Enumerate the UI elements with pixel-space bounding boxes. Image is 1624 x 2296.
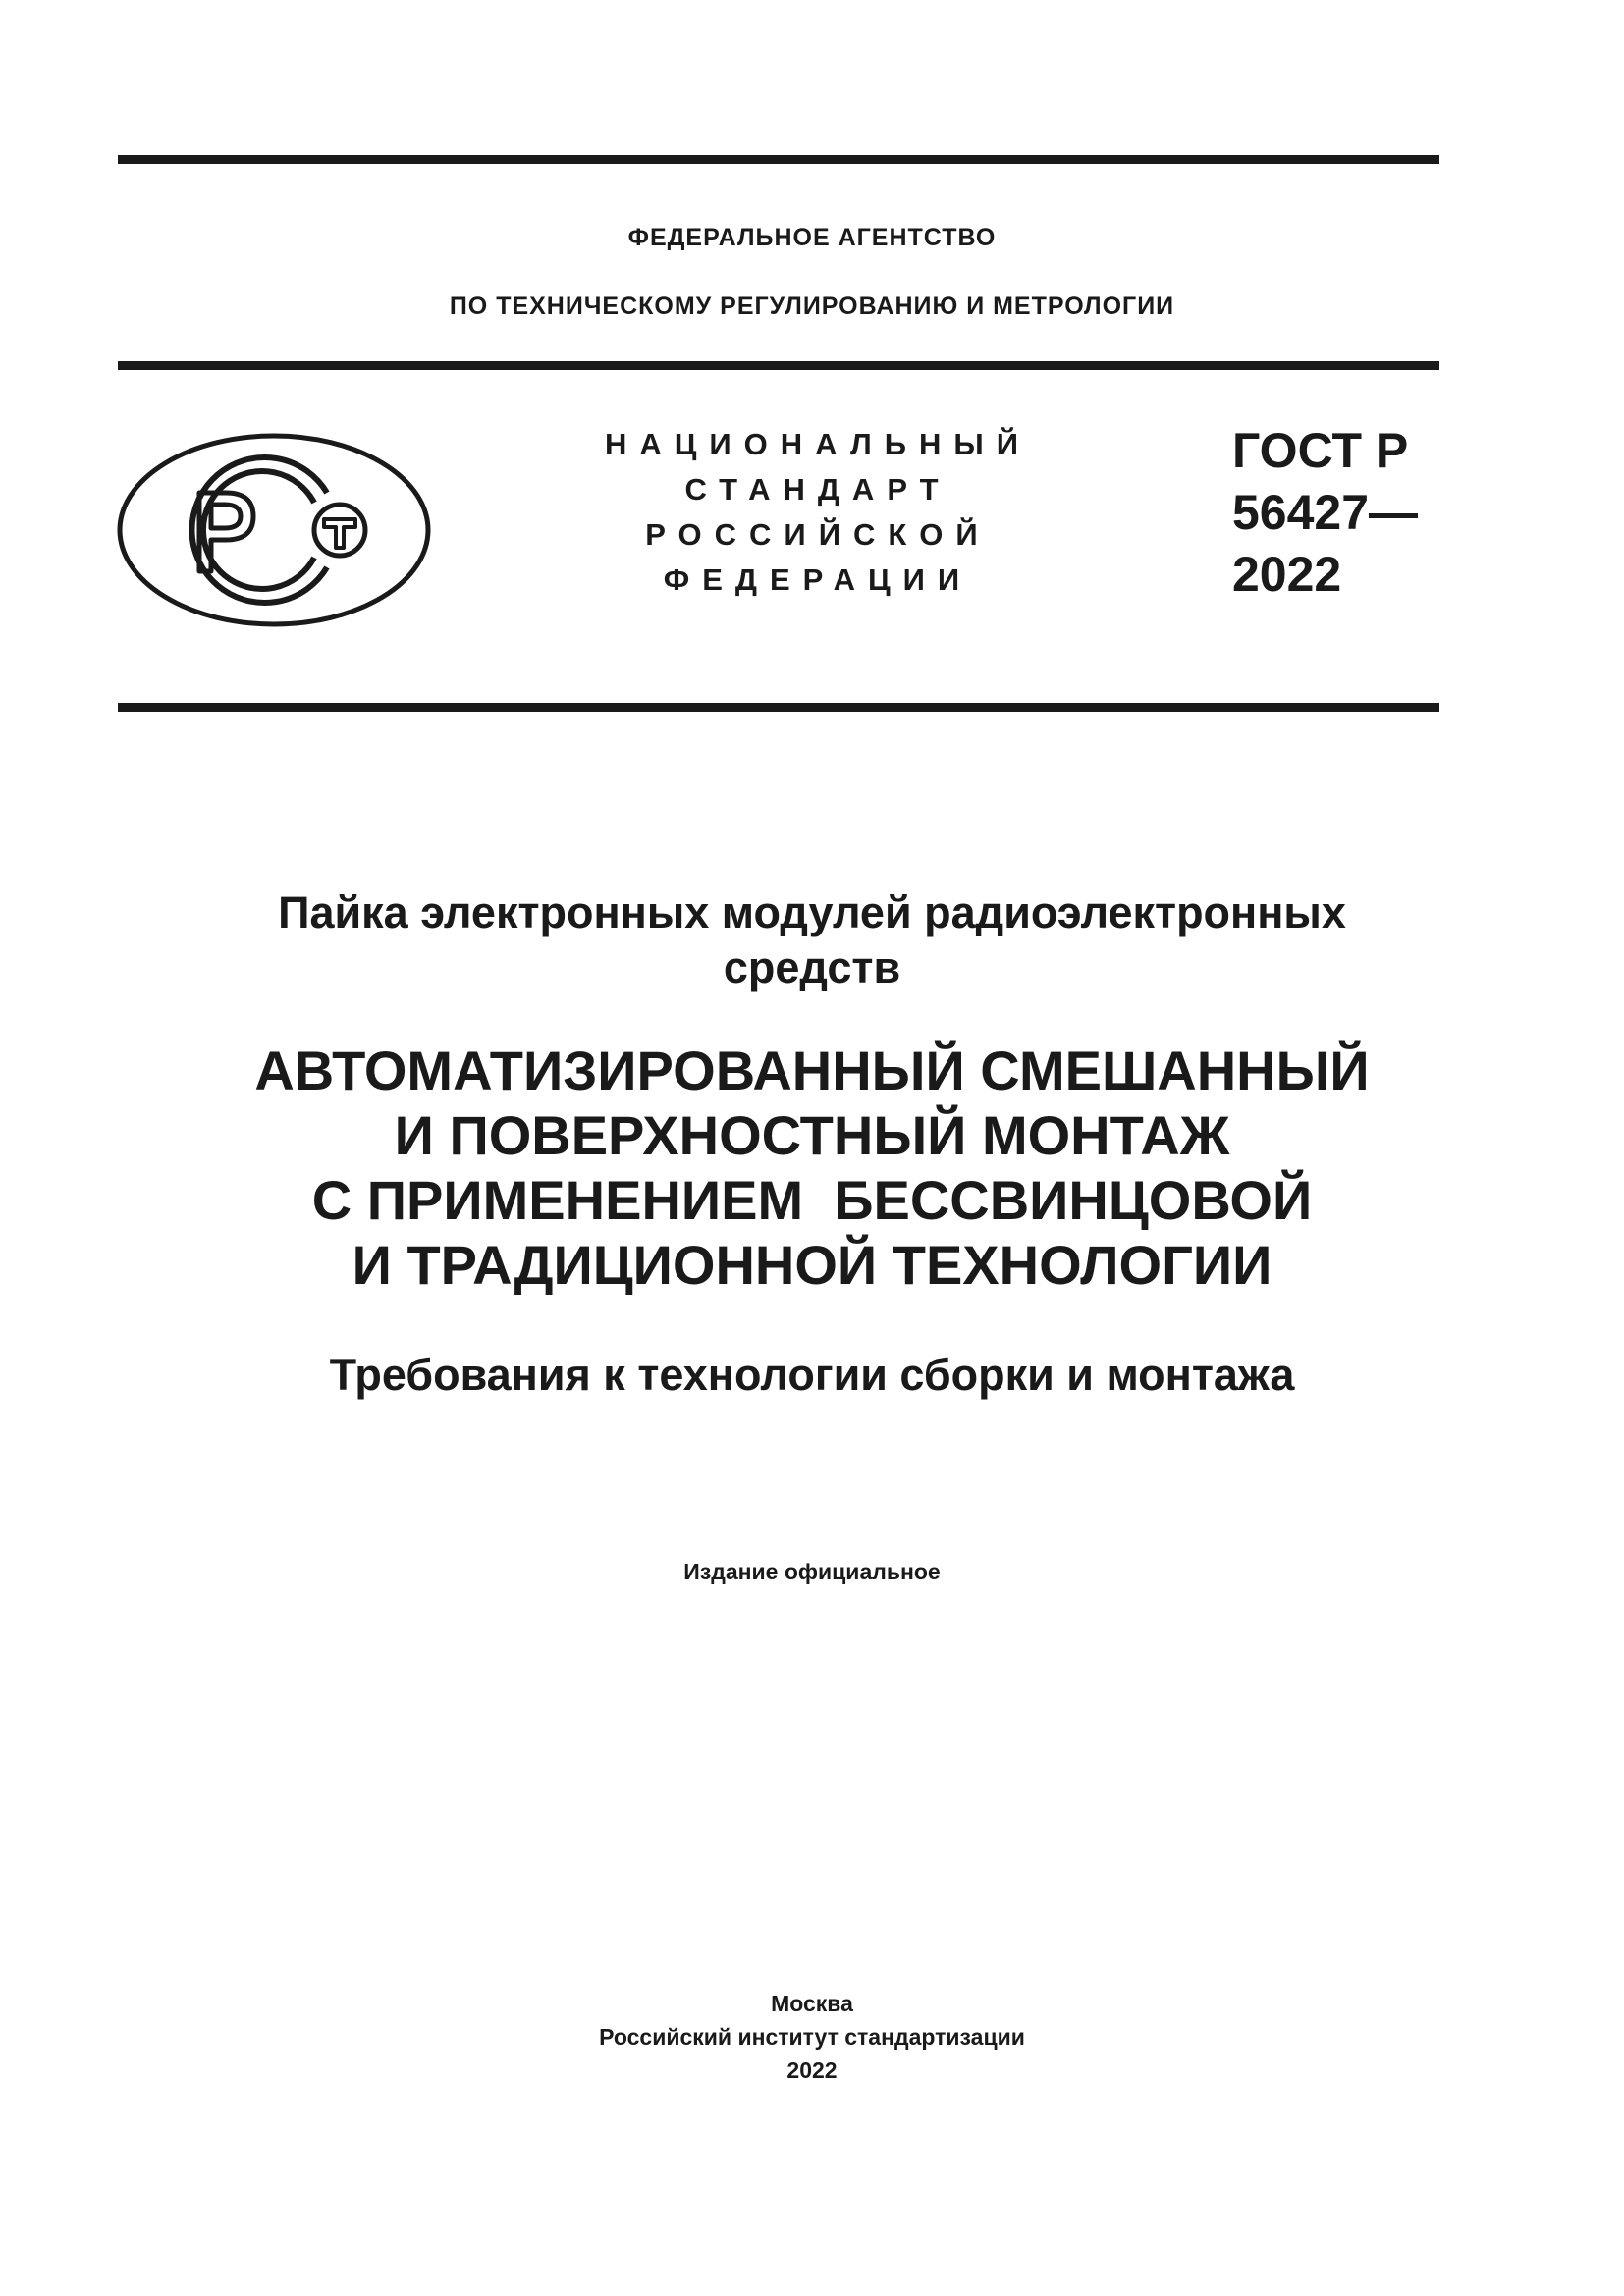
- subtitle-line-1: Пайка электронных модулей радиоэлектронных: [278, 887, 1346, 937]
- national-line-4: ФЕДЕРАЦИИ: [663, 562, 973, 597]
- gost-line-1: ГОСТ Р: [1232, 423, 1409, 478]
- rst-certification-logo-icon: [116, 432, 432, 628]
- publication-city: Москва: [771, 1991, 853, 2016]
- gost-line-3: 2022: [1232, 547, 1342, 602]
- main-title-line-2: И ПОВЕРХНОСТНЫЙ МОНТАЖ: [394, 1104, 1230, 1166]
- national-line-1: НАЦИОНАЛЬНЫЙ: [604, 427, 1032, 461]
- main-title-line-3: С ПРИМЕНЕНИЕМ БЕССВИНЦОВОЙ: [311, 1169, 1313, 1231]
- middle-rule: [118, 361, 1439, 370]
- main-title-line-4: И ТРАДИЦИОННОЙ ТЕХНОЛОГИИ: [352, 1234, 1272, 1296]
- publication-info: [0, 1987, 1624, 2087]
- lower-rule: [118, 703, 1439, 712]
- edition-label: Издание официальное: [683, 1559, 941, 1584]
- national-standard-label: [587, 422, 1049, 603]
- gost-number: [1232, 420, 1418, 606]
- agency-line-1: ФЕДЕРАЛЬНОЕ АГЕНТСТВО: [627, 224, 997, 251]
- document-subtitle: [0, 885, 1624, 995]
- agency-name: [0, 214, 1624, 330]
- subtitle-line-2: средств: [723, 942, 901, 992]
- publisher-name: Российский институт стандартизации: [599, 2024, 1025, 2050]
- publication-year: 2022: [786, 2057, 838, 2083]
- requirements-title: Требования к технологии сборки и монтажа: [329, 1350, 1295, 1400]
- gost-line-2: 56427—: [1232, 485, 1419, 540]
- national-line-2: СТАНДАРТ: [684, 472, 951, 507]
- agency-line-2: ПО ТЕХНИЧЕСКОМУ РЕГУЛИРОВАНИЮ И МЕТРОЛОГИИ: [449, 293, 1175, 320]
- main-title-line-1: АВТОМАТИЗИРОВАННЫЙ СМЕШАННЫЙ: [254, 1040, 1370, 1101]
- top-rule: [118, 155, 1439, 164]
- document-main-title: [0, 1039, 1624, 1298]
- national-line-3: РОССИЙСКОЙ: [645, 517, 991, 552]
